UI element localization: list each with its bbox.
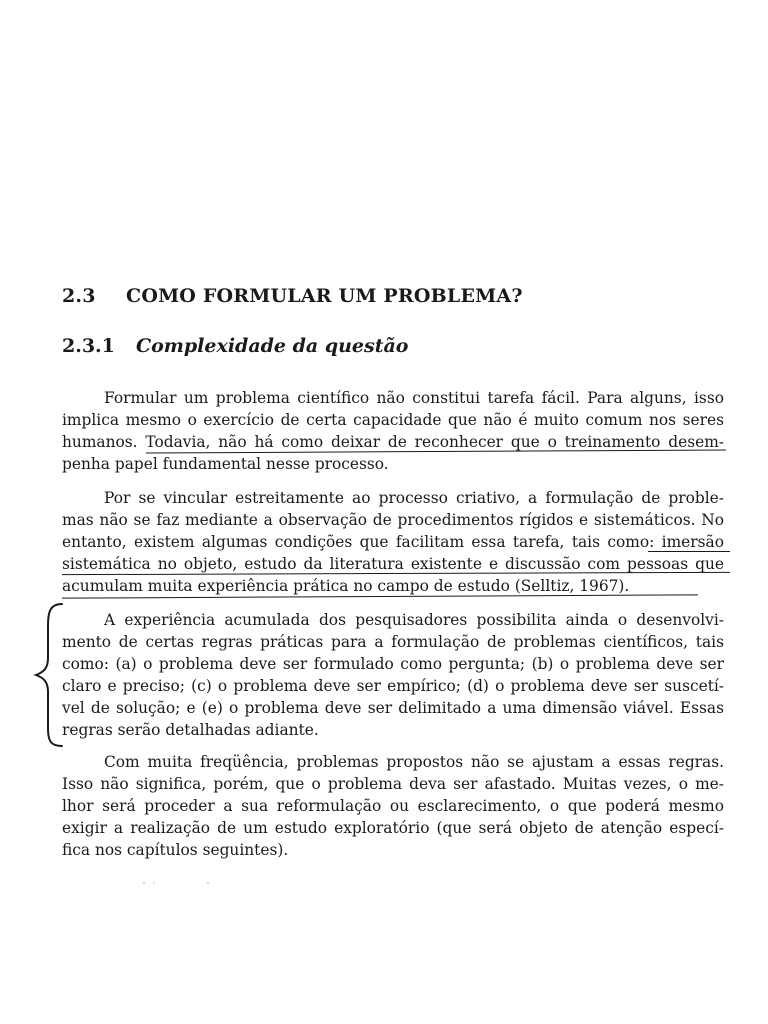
paragraph-1-line-3: humanos. Todavia, não há como deixar de reconhecer que o treinamento desem- bbox=[62, 433, 724, 451]
paragraph-4-line-1: Com muita freqüência, problemas propostos não se ajustam a essas regras. bbox=[104, 753, 724, 771]
handwritten-brace bbox=[32, 600, 66, 750]
paragraph-1-line-4: penha papel fundamental nesse processo. bbox=[62, 455, 389, 473]
paragraph-1-line-2: implica mesmo o exercício de certa capacidade que não é muito comum nos seres bbox=[62, 411, 724, 429]
paragraph-2-line-2: mas não se faz mediante a observação de procedimentos rígidos e sistemáticos. No bbox=[62, 511, 724, 529]
paragraph-4-line-3: lhor será proceder a sua reformulação ou esclarecimento, o que poderá mesmo bbox=[62, 797, 724, 815]
scan-specks bbox=[140, 880, 220, 886]
paragraph-2-line-1: Por se vincular estreitamente ao processo criativo, a formulação de proble- bbox=[104, 489, 724, 507]
section-heading bbox=[62, 285, 523, 307]
subsection-title: Complexidade da questão bbox=[136, 335, 409, 357]
handwritten-underline bbox=[648, 551, 730, 552]
paragraph-2-line-4: sistemática no objeto, estudo da literatura existente e discussão com pessoas que bbox=[62, 555, 724, 573]
section-number: 2.3 bbox=[62, 285, 96, 307]
paragraph-3-line-5: vel de solução; e (e) o problema deve ser delimitado a uma dimensão viável. Essas bbox=[62, 699, 724, 717]
section-title: COMO FORMULAR UM PROBLEMA? bbox=[126, 285, 523, 307]
paragraph-3-line-2: mento de certas regras práticas para a formulação de problemas científicos, tais bbox=[62, 633, 724, 651]
paragraph-1-line-1: Formular um problema científico não constitui tarefa fácil. Para alguns, isso bbox=[104, 389, 724, 407]
subsection-heading bbox=[62, 335, 408, 357]
paragraph-2-line-5: acumulam muita experiência prática no campo de estudo (Selltiz, 1967). bbox=[62, 577, 630, 595]
paragraph-4-line-2: Isso não significa, porém, que o problema deva ser afastado. Muitas vezes, o me- bbox=[62, 775, 724, 793]
paragraph-3-line-3: como: (a) o problema deve ser formulado como pergunta; (b) o problema deve ser bbox=[62, 655, 724, 673]
paragraph-4-line-4: exigir a realização de um estudo exploratório (que será objeto de atenção especí- bbox=[62, 819, 724, 837]
paragraph-3-line-1: A experiência acumulada dos pesquisadores possibilita ainda o desenvolvi- bbox=[104, 611, 724, 629]
paragraph-3-line-6: regras serão detalhadas adiante. bbox=[62, 721, 319, 739]
paragraph-4-line-5: fica nos capítulos seguintes). bbox=[62, 841, 289, 859]
paragraph-2-line-3: entanto, existem algumas condições que facilitam essa tarefa, tais como: imersão bbox=[62, 533, 724, 551]
subsection-number: 2.3.1 bbox=[62, 335, 115, 357]
paragraph-3-line-4: claro e preciso; (c) o problema deve ser empírico; (d) o problema deve ser suscetí- bbox=[62, 677, 724, 695]
